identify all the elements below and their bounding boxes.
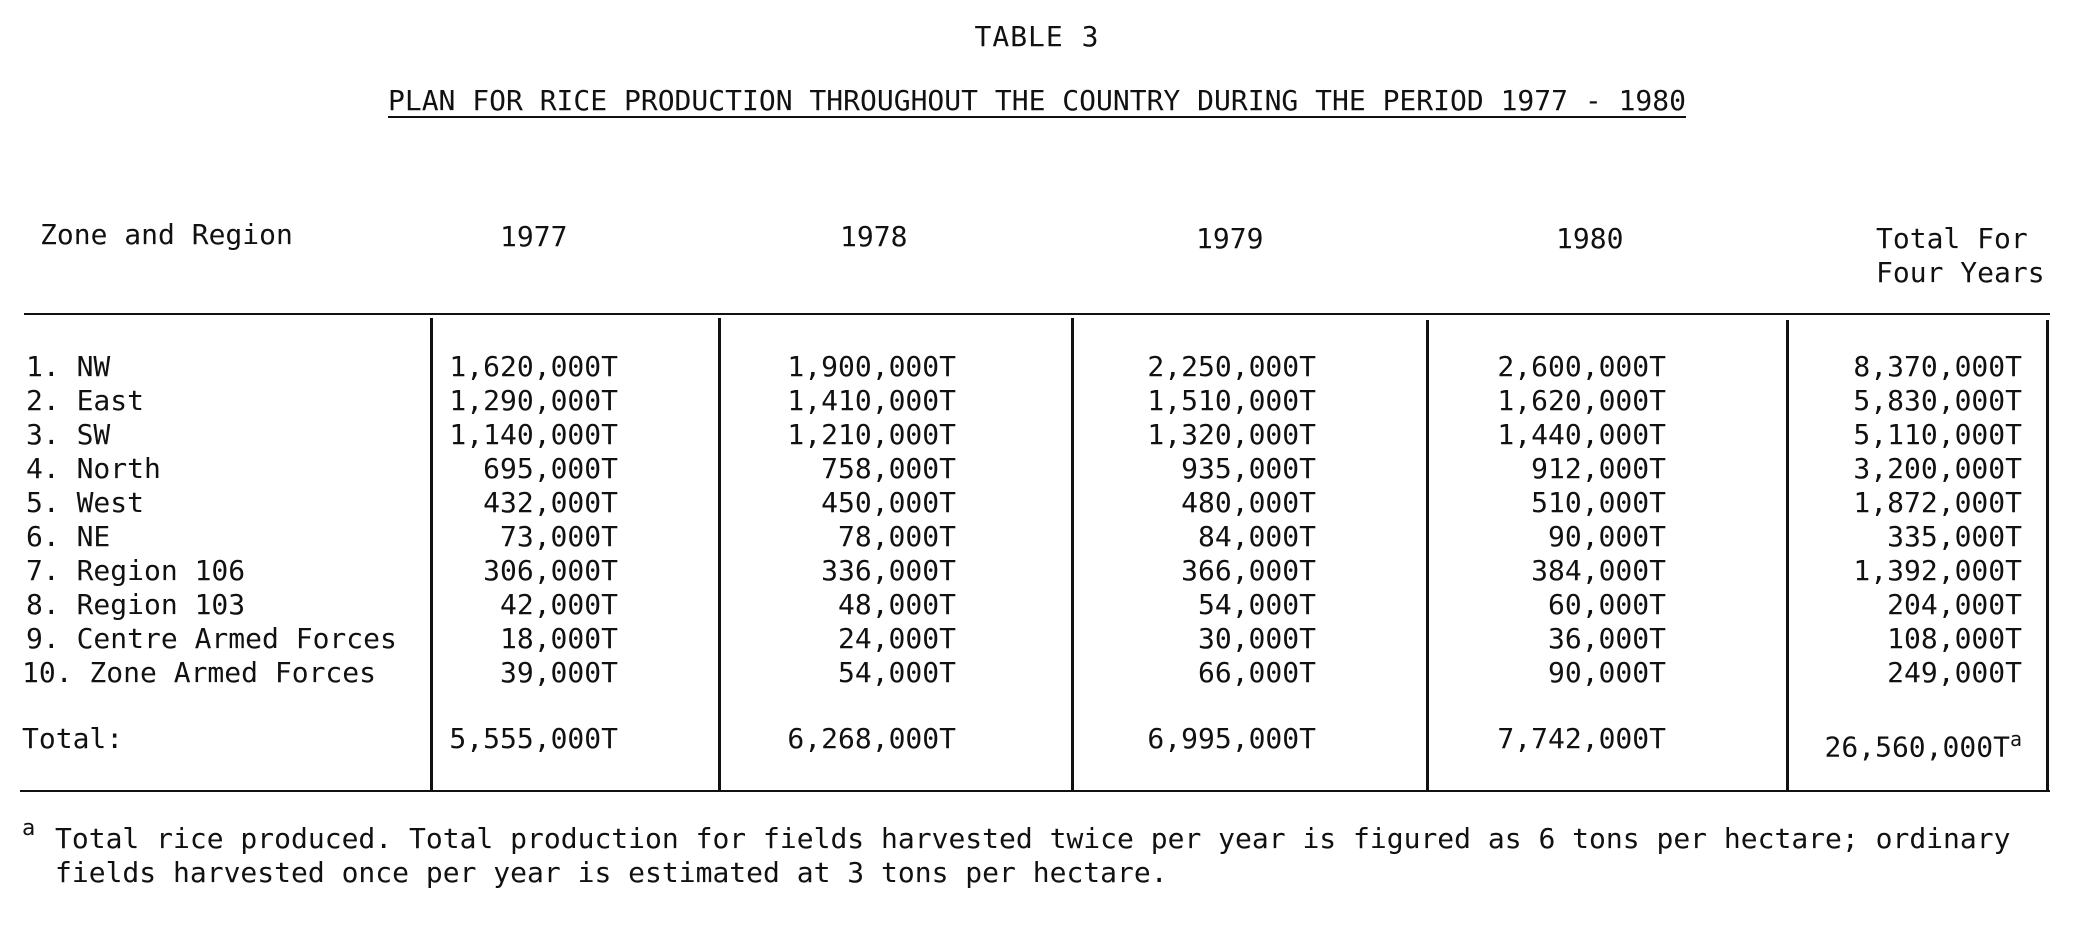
cell-1980: 90,000T xyxy=(1547,656,1666,689)
row-label: 4. North xyxy=(26,452,161,485)
cell-1978: 1,410,000T xyxy=(787,384,956,417)
cell-1979: 30,000T xyxy=(1197,622,1316,655)
table-row xyxy=(0,588,2074,622)
header-1977: 1977 xyxy=(500,220,568,253)
cell-1980: 60,000T xyxy=(1547,588,1666,621)
table-title: PLAN FOR RICE PRODUCTION THROUGHOUT THE COUNTRY DURING THE PERIOD 1977 - 1980 xyxy=(387,84,1687,117)
cell-1977: 73,000T xyxy=(499,520,618,553)
cell-1977: 695,000T xyxy=(483,452,618,485)
cell-1978: 1,900,000T xyxy=(787,350,956,383)
cell-1977: 18,000T xyxy=(499,622,618,655)
cell-1977: 42,000T xyxy=(499,588,618,621)
row-label: 1. NW xyxy=(26,350,111,383)
cell-total: 3,200,000T xyxy=(1853,452,2022,485)
cell-1977: 39,000T xyxy=(499,656,618,689)
cell-total: 204,000T xyxy=(1887,588,2022,621)
cell-1977: 1,290,000T xyxy=(449,384,618,417)
cell-total: 8,370,000T xyxy=(1853,350,2022,383)
cell-1978: 24,000T xyxy=(837,622,956,655)
cell-1978: 758,000T xyxy=(821,452,956,485)
table-row xyxy=(0,520,2074,554)
cell-1977: 1,140,000T xyxy=(449,418,618,451)
cell-1980: 2,600,000T xyxy=(1497,350,1666,383)
cell-1980: 912,000T xyxy=(1531,452,1666,485)
row-label: 3. SW xyxy=(26,418,111,451)
table-row xyxy=(0,452,2074,486)
table-row xyxy=(0,656,2074,690)
cell-1979: 1,510,000T xyxy=(1147,384,1316,417)
table-body xyxy=(0,350,2074,690)
row-label: 8. Region 103 xyxy=(26,588,246,621)
cell-1979: 54,000T xyxy=(1197,588,1316,621)
cell-1977: 432,000T xyxy=(483,486,618,519)
cell-total: 5,830,000T xyxy=(1853,384,2022,417)
cell-1980: 36,000T xyxy=(1547,622,1666,655)
totals-row xyxy=(0,722,2074,764)
row-label: 9. Centre Armed Forces xyxy=(26,622,397,655)
header-total-line2: Four Years xyxy=(1876,256,2045,289)
row-label: 7. Region 106 xyxy=(26,554,246,587)
table-top-rule xyxy=(24,313,2050,315)
cell-1980: 1,440,000T xyxy=(1497,418,1666,451)
cell-1978: 1,210,000T xyxy=(787,418,956,451)
cell-1977: 306,000T xyxy=(483,554,618,587)
cell-1977: 1,620,000T xyxy=(449,350,618,383)
cell-1980: 1,620,000T xyxy=(1497,384,1666,417)
footnote-mark: a xyxy=(22,816,36,841)
table-row xyxy=(0,554,2074,588)
cell-1980: 510,000T xyxy=(1531,486,1666,519)
row-label: 10. Zone Armed Forces xyxy=(22,656,377,689)
row-label: 2. East xyxy=(26,384,145,417)
cell-1978: 336,000T xyxy=(821,554,956,587)
cell-1978: 48,000T xyxy=(837,588,956,621)
header-total-line1: Total For xyxy=(1876,222,2028,255)
cell-total: 1,872,000T xyxy=(1853,486,2022,519)
header-1980: 1980 xyxy=(1556,222,1624,255)
footnote-text: Total rice produced. Total production for fields harvested twice per year is figured as 6 tons per hectare; ordinary fields harvested once per year is estimated at 3 tons per hectare. xyxy=(55,822,2011,889)
footnote-reference: a xyxy=(2009,727,2022,751)
cell-1978: 54,000T xyxy=(837,656,956,689)
cell-total: 1,392,000T xyxy=(1853,554,2022,587)
cell-1978: 450,000T xyxy=(821,486,956,519)
cell-1979: 66,000T xyxy=(1197,656,1316,689)
totals-label: Total: xyxy=(22,722,124,755)
cell-1980: 384,000T xyxy=(1531,554,1666,587)
cell-total: 249,000T xyxy=(1887,656,2022,689)
cell-1978: 78,000T xyxy=(837,520,956,553)
cell-1979: 480,000T xyxy=(1181,486,1316,519)
row-label: 5. West xyxy=(26,486,145,519)
grand-total xyxy=(1800,722,2022,764)
cell-1979: 1,320,000T xyxy=(1147,418,1316,451)
grand-total-value: 26,560,000T xyxy=(1824,730,2010,764)
total-1977: 5,555,000T xyxy=(449,722,618,755)
table-row xyxy=(0,622,2074,656)
cell-total: 335,000T xyxy=(1887,520,2022,553)
table-row xyxy=(0,384,2074,418)
header-1978: 1978 xyxy=(840,220,908,253)
cell-1980: 90,000T xyxy=(1547,520,1666,553)
table-row xyxy=(0,486,2074,520)
cell-1979: 935,000T xyxy=(1181,452,1316,485)
table-bottom-rule xyxy=(20,790,2050,792)
total-1978: 6,268,000T xyxy=(787,722,956,755)
table-row xyxy=(0,418,2074,452)
table-number: TABLE 3 xyxy=(974,20,1100,53)
header-zone-region: Zone and Region xyxy=(40,218,293,251)
cell-1979: 2,250,000T xyxy=(1147,350,1316,383)
row-label: 6. NE xyxy=(26,520,111,553)
cell-total: 108,000T xyxy=(1887,622,2022,655)
cell-total: 5,110,000T xyxy=(1853,418,2022,451)
cell-1979: 366,000T xyxy=(1181,554,1316,587)
total-1980: 7,742,000T xyxy=(1497,722,1666,755)
header-1979: 1979 xyxy=(1196,222,1264,255)
cell-1979: 84,000T xyxy=(1197,520,1316,553)
total-1979: 6,995,000T xyxy=(1147,722,1316,755)
table-row xyxy=(0,350,2074,384)
